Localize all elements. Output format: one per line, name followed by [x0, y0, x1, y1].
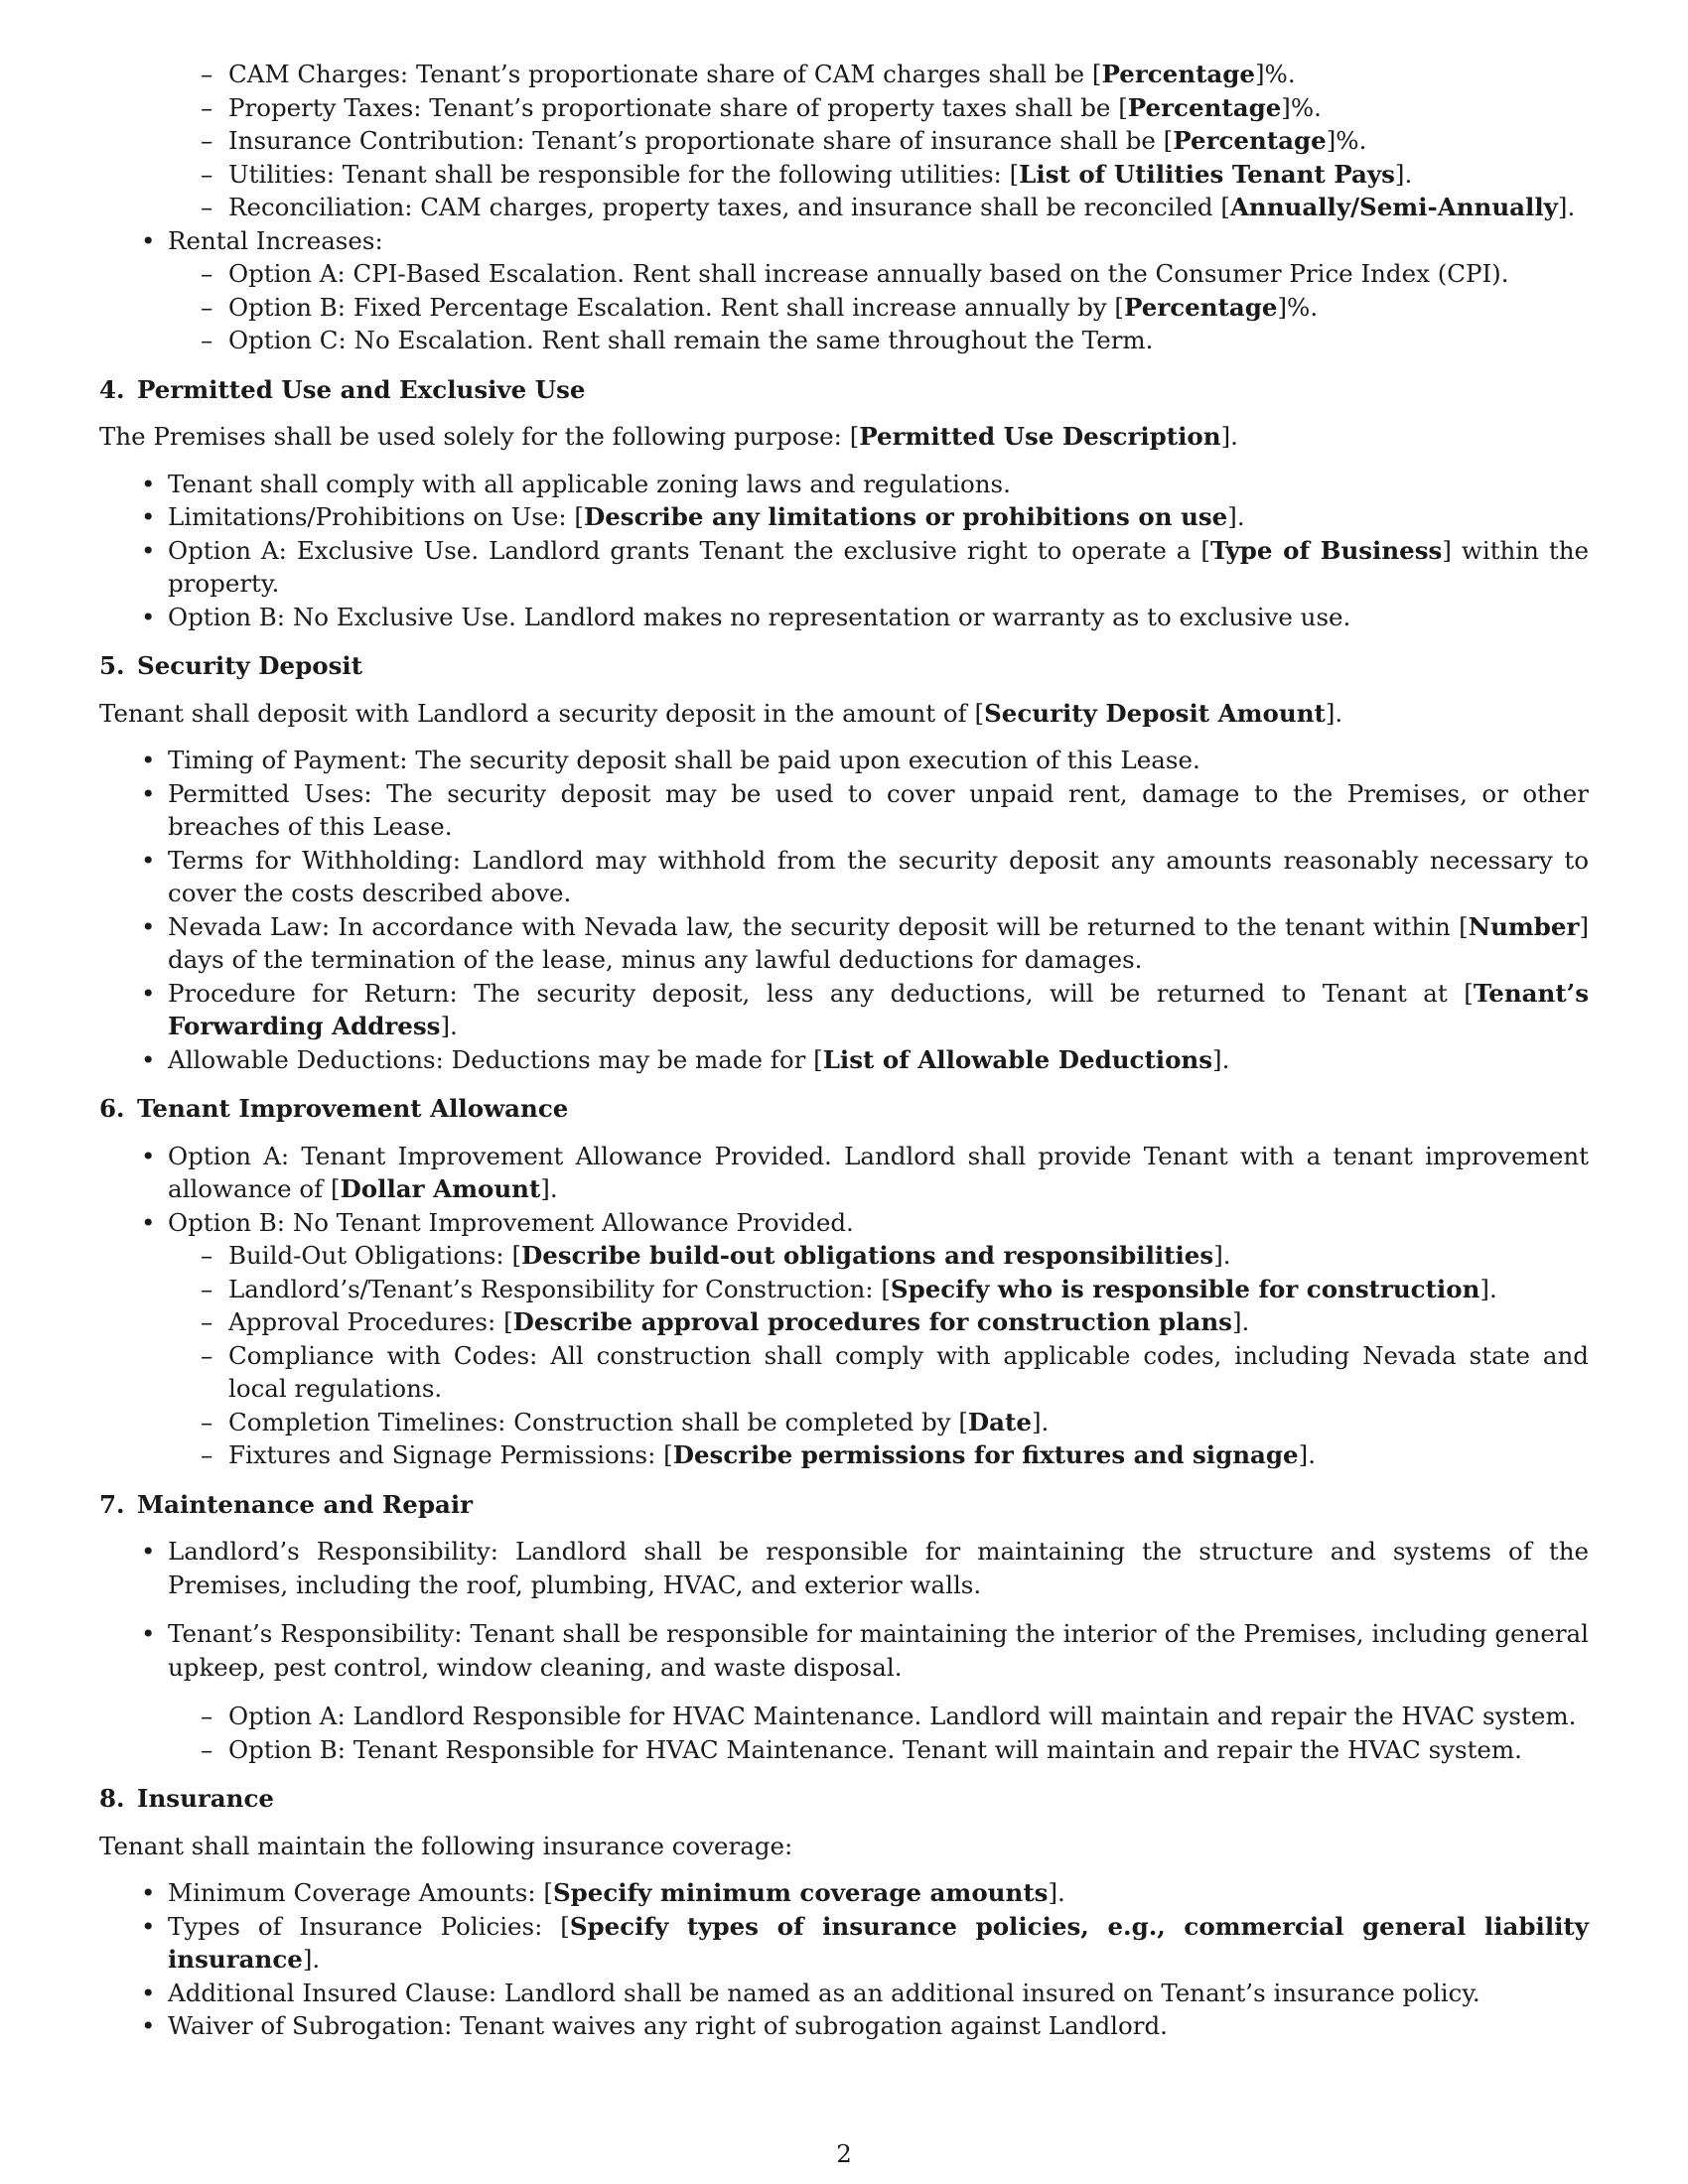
placeholder-field: Date — [967, 1407, 1032, 1436]
list-item: • Option B: No Exclusive Use. Landlord makes no representation or warranty as to exclusive use. — [99, 601, 1589, 634]
placeholder-field: List of Utilities Tenant Pays — [1019, 159, 1395, 189]
section-intro: The Premises shall be used solely for the following purpose: [Permitted Use Description]. — [99, 422, 1238, 451]
list-item: • Tenant shall comply with all applicable zoning laws and regulations. — [99, 468, 1589, 501]
list-item: • Waiver of Subrogation: Tenant waives any right of subrogation against Landlord. — [99, 2009, 1589, 2043]
placeholder-field: Annually/Semi-Annually — [1229, 193, 1558, 221]
list-item: • Permitted Uses: The security deposit may be used to cover unpaid rent, damage to the Premises, or other breaches of this Lease. — [99, 777, 1589, 844]
list-item: • Types of Insurance Policies: [Specify types of insurance policies, e.g., commercial general liability insurance]. — [99, 1910, 1589, 1977]
placeholder-field: Describe build-out obligations and responsibilities — [521, 1241, 1214, 1270]
cam-list — [99, 58, 1589, 224]
rental-options-list — [168, 257, 1589, 357]
list-item: – Option C: No Escalation. Rent shall remain the same throughout the Term. — [168, 324, 1589, 357]
list-item: • Rental Increases: – Option A: CPI-Based Escalation. Rent shall increase annually based on the Consumer Price Index (CPI). – Option B: Fixed Percentage Escalation. Rent shall increase annually by [Percentage]%. – Option C: No Escalation. Rent shall remain the same throughout the Term. — [99, 224, 1589, 357]
list-item: – Option A: Landlord Responsible for HVAC Maintenance. Landlord will maintain and repair the HVAC system. — [168, 1700, 1589, 1733]
section-list — [99, 1876, 1589, 2043]
placeholder-field: Percentage — [1173, 126, 1327, 155]
list-item: – Option B: Fixed Percentage Escalation. Rent shall increase annually by [Percentage]%. — [168, 291, 1589, 325]
section-heading: 6. Tenant Improvement Allowance — [99, 1094, 569, 1123]
list-item: – Property Taxes: Tenant’s proportionate share of property taxes shall be [Percentage]%. — [168, 91, 1589, 125]
list-item: – Insurance Contribution: Tenant’s proportionate share of insurance shall be [Percentage]%. — [168, 124, 1589, 158]
list-item: – Fixtures and Signage Permissions: [Describe permissions for fixtures and signage]. — [168, 1438, 1589, 1472]
list-item: – Reconciliation: CAM charges, property taxes, and insurance shall be reconciled [Annually/Semi-Annually]. — [168, 191, 1589, 224]
list-item: • Procedure for Return: The security deposit, less any deductions, will be returned to Tenant at [Tenant’s Forwarding Address]. — [99, 977, 1589, 1043]
sub-list — [168, 1239, 1589, 1472]
list-item: – CAM Charges: Tenant’s proportionate share of CAM charges shall be [Percentage]%. — [168, 58, 1589, 91]
list-item: – Option B: Tenant Responsible for HVAC Maintenance. Tenant will maintain and repair the HVAC system. — [168, 1733, 1589, 1767]
page-number: 2 — [836, 2139, 852, 2168]
list-item: • Timing of Payment: The security deposit shall be paid upon execution of this Lease. — [99, 744, 1589, 777]
list-item: • Tenant’s Responsibility: Tenant shall be responsible for maintaining the interior of the Premises, including general upkeep, pest control, window cleaning, and waste disposal. — [99, 1617, 1589, 1684]
list-item: • Option A: Tenant Improvement Allowance Provided. Landlord shall provide Tenant with a tenant improvement allowance of [Dollar Amount]. — [99, 1140, 1589, 1206]
placeholder-field: Percentage — [1101, 60, 1255, 88]
list-item: – Approval Procedures: [Describe approval procedures for construction plans]. — [168, 1305, 1589, 1339]
placeholder-field: Percentage — [1123, 292, 1278, 322]
list-item: – Compliance with Codes: All construction shall comply with applicable codes, including Nevada state and local regulations. — [168, 1339, 1589, 1406]
placeholder-field: Specify who is responsible for construction — [890, 1274, 1480, 1303]
document-page — [99, 58, 1589, 2043]
placeholder-field: Describe permissions for fixtures and signage — [672, 1440, 1299, 1469]
section-list — [99, 744, 1589, 1076]
placeholder-field: Percentage — [1127, 92, 1282, 122]
list-item: – Option A: CPI-Based Escalation. Rent shall increase annually based on the Consumer Price Index (CPI). — [168, 257, 1589, 291]
placeholder-field: Describe any limitations or prohibitions on use — [583, 502, 1228, 531]
sub-list — [99, 1700, 1589, 1766]
list-item: – Build-Out Obligations: [Describe build-out obligations and responsibilities]. — [168, 1239, 1589, 1273]
list-item: • Additional Insured Clause: Landlord shall be named as an additional insured on Tenant’s insurance policy. — [99, 1977, 1589, 2010]
rental-increases-list — [99, 224, 1589, 357]
placeholder-field: Type of Business — [1209, 535, 1443, 565]
list-item: – Landlord’s/Tenant’s Responsibility for Construction: [Specify who is responsible for construction]. — [168, 1273, 1589, 1306]
placeholder-field: Dollar Amount — [340, 1174, 541, 1203]
placeholder-field: Number — [1468, 911, 1580, 941]
placeholder-field: Security Deposit Amount — [984, 698, 1326, 728]
list-item: • Nevada Law: In accordance with Nevada law, the security deposit will be returned to the tenant within [Number] days of the termination of the lease, minus any lawful deductions for damages. — [99, 910, 1589, 977]
placeholder-field: Tenant’s Forwarding Address — [168, 978, 1589, 1040]
list-item: • Terms for Withholding: Landlord may withhold from the security deposit any amounts reasonably necessary to cover the costs described above. — [99, 844, 1589, 910]
list-item: • Allowable Deductions: Deductions may be made for [List of Allowable Deductions]. — [99, 1043, 1589, 1077]
list-item: • Landlord’s Responsibility: Landlord shall be responsible for maintaining the structure and systems of the Premises, including the roof, plumbing, HVAC, and exterior walls. — [99, 1535, 1589, 1601]
list-item: – Utilities: Tenant shall be responsible for the following utilities: [List of Utilities Tenant Pays]. — [168, 158, 1589, 192]
section-list — [99, 1617, 1589, 1684]
section-heading: 7. Maintenance and Repair — [99, 1489, 474, 1519]
section-list — [99, 468, 1589, 634]
list-item: – Completion Timelines: Construction shall be completed by [Date]. — [168, 1406, 1589, 1439]
placeholder-field: Specify types of insurance policies, e.g., commercial general liability insurance — [168, 1911, 1589, 1974]
section-heading: 5. Security Deposit — [99, 651, 363, 680]
section-heading: 8. Insurance — [99, 1784, 274, 1813]
list-item: • Minimum Coverage Amounts: [Specify minimum coverage amounts]. — [99, 1876, 1589, 1910]
section-list — [99, 1535, 1589, 1601]
list-item: • Limitations/Prohibitions on Use: [Describe any limitations or prohibitions on use]. — [99, 500, 1589, 534]
section-intro: Tenant shall maintain the following insurance coverage: — [99, 1831, 793, 1860]
section-intro: Tenant shall deposit with Landlord a security deposit in the amount of [Security Deposit Amount]. — [99, 698, 1343, 728]
placeholder-field: List of Allowable Deductions — [822, 1044, 1213, 1074]
placeholder-field: Permitted Use Description — [859, 422, 1221, 451]
section-list — [99, 1140, 1589, 1472]
list-item: • Option A: Exclusive Use. Landlord grants Tenant the exclusive right to operate a [Type of Business] within the property. — [99, 534, 1589, 601]
placeholder-field: Describe approval procedures for construction plans — [512, 1307, 1232, 1336]
list-item: • Option B: No Tenant Improvement Allowance Provided. – Build-Out Obligations: [Describe build-out obligations and responsibilities]. – Landlord’s/Tenant’s Responsibility for Construction: [Specify who is responsible for construction]. – Approval Procedures: [Describe approval procedures for construction plans]. – Compliance with Codes: All construction shall comply with applicable codes, including Nevada state and local regulations. – Completion Timelines: Construction shall be completed by [Date]. – Fixtures and Signage Permissions: [Describe permissions for fixtures and signage]. — [99, 1206, 1589, 1472]
placeholder-field: Specify minimum coverage amounts — [552, 1878, 1049, 1907]
section-heading: 4. Permitted Use and Exclusive Use — [99, 374, 586, 404]
